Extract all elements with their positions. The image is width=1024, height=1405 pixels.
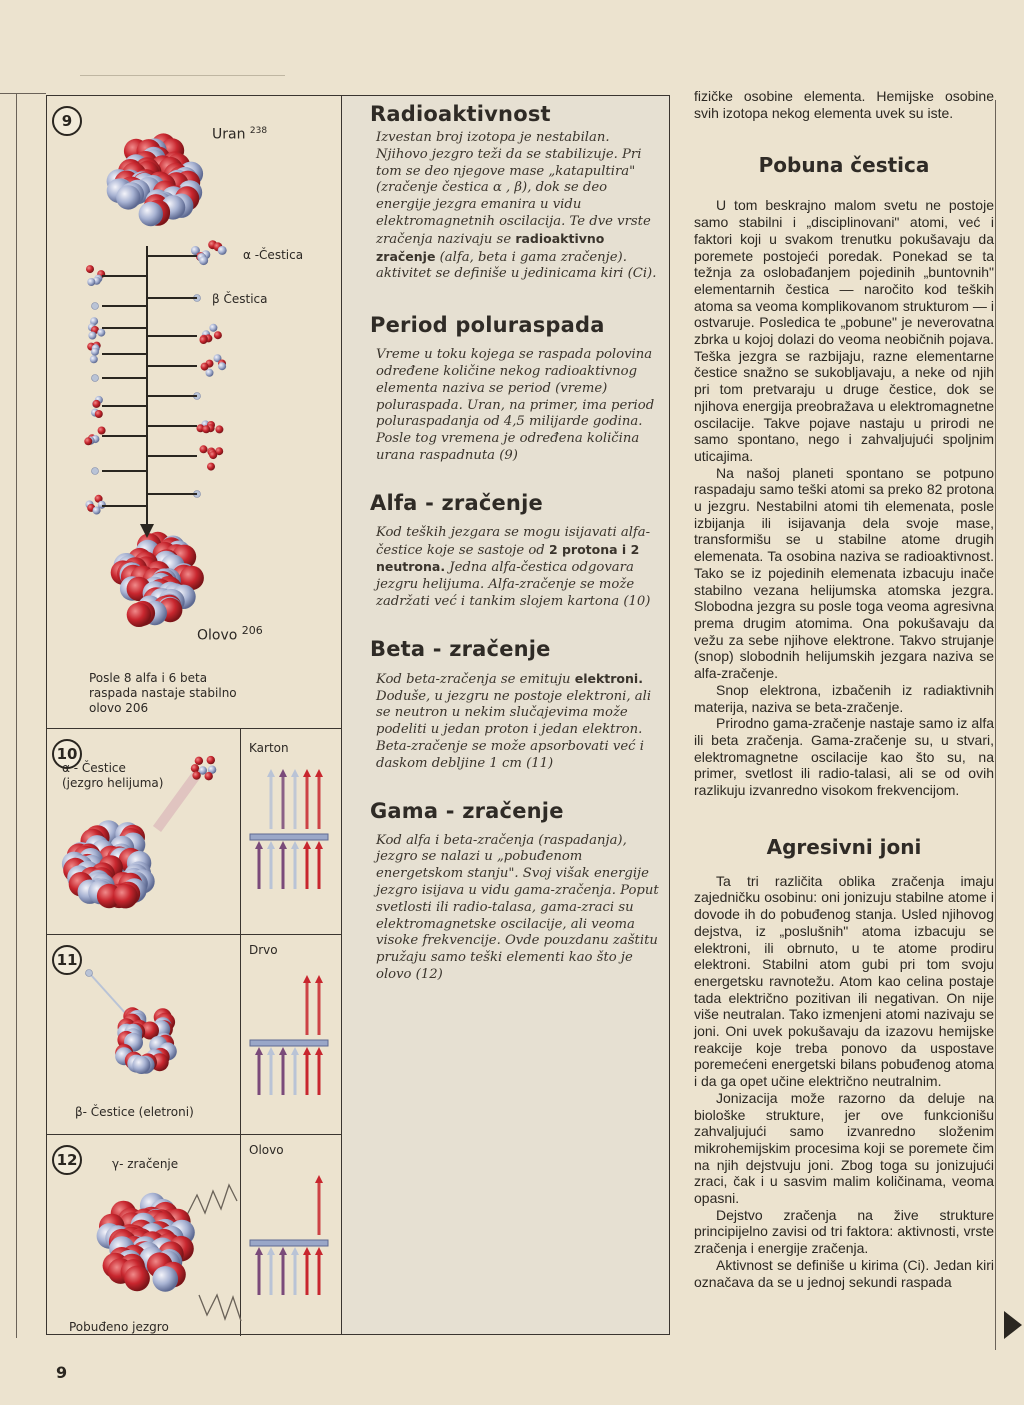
- karton-shield-diagram: [250, 769, 328, 889]
- paragraph: Aktivnost se definiše u kirima (Ci). Jedan kiri označava da se u jednoj sekundi raspada: [694, 1256, 994, 1290]
- paragraph: Ta tri različita oblika zračenja imaju zajedničku osobinu: oni jonizuju stabilne atome i dovode ih do pobuđenog stanja. Usled njihovog dejstva, iz „poslušnih" atoma izbacuju se elektroni, ili obrnuto, u te atome prodiru elektroni. Stabilni atom gubi pri tom svoju energetsku ravnotežu. Atom kao celina postaje tada električno pozitivan ili negativan. On nije više neutralan. Tako izmenjeni atomi nazivaju se joni. Oni uvek pokušavaju da izazovu hemijske reakcije koje treba ponovo da uspostave poremećeni energetski bilans pobuđenog atoma i da ga opet učine električno neutralnim.: [694, 872, 994, 1090]
- article-column: [694, 88, 994, 1290]
- heading-gama-zracenje: Gama - zračenje: [370, 798, 564, 823]
- shield-label-drvo: Drvo: [249, 943, 278, 957]
- neutron: [97, 329, 105, 337]
- figure-number-12: 12: [52, 1145, 82, 1175]
- arrow-head-icon: [315, 975, 323, 983]
- proton: [93, 400, 101, 408]
- page-number: 9: [56, 1363, 68, 1382]
- excited-nucleus-label: Pobuđeno jezgro: [69, 1320, 169, 1334]
- neutron: [90, 355, 98, 363]
- figure-11-beta-radiation: [47, 935, 341, 1135]
- arrow-head-icon: [291, 841, 299, 849]
- arrow-head-icon: [303, 1247, 311, 1255]
- shield-label-karton: Karton: [249, 741, 289, 755]
- proton: [205, 772, 213, 780]
- arrow-head-icon: [315, 1247, 323, 1255]
- neutron: [88, 332, 96, 340]
- arrow-head-icon: [255, 1247, 263, 1255]
- alpha-particle-label: α -Čestica: [243, 248, 304, 262]
- neutron: [206, 369, 214, 377]
- alpha-particle: [87, 342, 101, 364]
- arrow-head-icon: [255, 1047, 263, 1055]
- alpha-emission-illustration: [47, 729, 341, 935]
- arrow-head-icon: [279, 1247, 287, 1255]
- continue-arrow-icon: [1004, 1311, 1022, 1339]
- neutron: [93, 507, 101, 515]
- decay-chain-lines: [102, 246, 197, 524]
- heading-beta-zracenje: Beta - zračenje: [370, 636, 551, 661]
- proton: [113, 884, 137, 908]
- alpha-particles-label: α - Čestice (jezgro helijuma): [62, 761, 164, 790]
- uranium-nucleus: [107, 133, 203, 226]
- alpha-particle: [91, 396, 103, 418]
- arrow-head-icon: [315, 1047, 323, 1055]
- neutron: [218, 362, 226, 370]
- text-alfa-zracenje: Kod teških jezgara se mogu isijavati alfa-čestice koje se sastoje od 2 protona i 2 neutrona. Jedna alfa-čestica odgovara jezgru helijuma. Alfa-zračenje se može zadržati već i tankim slojem kartona (10): [376, 524, 651, 609]
- lead-nucleus: [111, 532, 204, 627]
- proton: [215, 425, 223, 433]
- proton: [124, 1266, 150, 1292]
- proton: [192, 771, 200, 779]
- proton: [86, 265, 94, 273]
- intro-paragraph: fizičke osobine elementa. Hemijske osobine svih izotopa nekog elementa uvek su iste.: [694, 88, 994, 121]
- proton: [214, 331, 222, 339]
- arrow-head-icon: [291, 1247, 299, 1255]
- drvo-shield-diagram: [250, 975, 328, 1095]
- neutron: [139, 202, 163, 226]
- excited-nucleus: [97, 1193, 195, 1292]
- proton: [209, 451, 217, 459]
- top-margin-rule: [0, 93, 46, 94]
- neutron: [209, 324, 217, 332]
- proton: [127, 603, 151, 627]
- arrow-head-icon: [255, 841, 263, 849]
- arrow-head-icon: [303, 975, 311, 983]
- heading-agresivni-joni: Agresivni joni: [766, 834, 922, 859]
- arrow-head-icon: [267, 1247, 275, 1255]
- decay-chain-illustration: [47, 96, 341, 729]
- beta-particle-label: β Čestica: [212, 292, 268, 306]
- proton: [202, 425, 210, 433]
- parent-nucleus: [115, 1007, 177, 1074]
- nucleus-clusters: [84, 133, 226, 627]
- shield-layer: [250, 1240, 328, 1246]
- text-gama-zracenje: Kod alfa i beta-zračenja (raspadanja), jezgro se nalazi u „pobuđenom energetskom stanju". Svoj višak energije jezgro isijava u vidu gama-zračenja. Poput svetlosti ili radio-talasa, gama-zraci su elektromagnetske oscilacije, ali veoma visoke frekvencije. Ovde pouzdanu zaštitu pružaju samo teški elementi kao što je olovo (12): [376, 832, 659, 982]
- arrow-head-icon: [303, 1047, 311, 1055]
- proton: [95, 410, 103, 418]
- paragraph: Prirodno gama-zračenje nastaje samo iz alfa ili beta zračenja. Gama-zračenje su, u stvari, elektromagnetne oscilacije kao što su, na primer, svetlost ili radio-talasi, ali se od ovih razlikuju izvanredno visokom frekvencijom.: [694, 715, 994, 799]
- neutron: [91, 348, 99, 356]
- shield-layer: [250, 834, 328, 840]
- arrow-head-icon: [279, 1047, 287, 1055]
- neutron: [132, 1056, 150, 1074]
- arrow-head-icon: [291, 1047, 299, 1055]
- figure-number-9: 9: [52, 106, 82, 136]
- heading-pobuna-cestica: Pobuna čestica: [758, 153, 930, 178]
- olovo-label: Olovo $^{206}$: [197, 624, 263, 644]
- arrow-head-icon: [267, 769, 275, 777]
- beta-trail: [91, 975, 127, 1015]
- paragraph: Snop elektrona, izbačenih iz radiaktivnih materija, naziva se beta-zračenje.: [694, 681, 994, 715]
- electron: [92, 303, 99, 310]
- arrow-head-icon: [267, 841, 275, 849]
- neutron: [153, 1266, 179, 1292]
- gamma-emission-illustration: [47, 1135, 341, 1336]
- gamma-radiation-label: γ- zračenje: [112, 1157, 179, 1171]
- proton: [98, 427, 106, 435]
- electron: [92, 375, 99, 382]
- olovo-shield-diagram: [250, 1175, 328, 1295]
- proton: [191, 764, 199, 772]
- uran-label: Uran $^{238}$: [212, 126, 268, 143]
- gamma-wave-lower: [199, 1295, 241, 1321]
- shield-label-olovo: Olovo: [249, 1143, 284, 1157]
- alpha-particle: [201, 354, 227, 377]
- beta-particles-label: β- Čestice (eletroni): [75, 1105, 194, 1119]
- arrow-head-icon: [315, 1175, 323, 1183]
- gamma-wave-upper: [187, 1185, 237, 1215]
- heading-period-poluraspada: Period poluraspada: [370, 313, 605, 338]
- heading-alfa-zracenje: Alfa - zračenje: [370, 490, 543, 515]
- figure-9-caption: Posle 8 alfa i 6 beta raspada nastaje stabilno olovo 206: [89, 671, 237, 715]
- alpha-particle: [191, 756, 217, 781]
- arrow-head-icon: [267, 1047, 275, 1055]
- proton: [84, 437, 92, 445]
- alpha-particle: [191, 240, 227, 265]
- paragraph: U tom beskrajno malom svetu ne postoje samo stabilni i „disciplinovani" atomi, već i faktori koji u svakom trenutku pokušavaju da poremete postojeći poredak. Ponekad se ta težnja za oslobađanjem pojedinih „buntovnih" elementarnih čestica — naročito kod teških atoma sa veoma komplikovanom strukturom — i ostvaruje. Posledica te „pobune" je neverovatna zbrka u kojoj dolazi do veoma neobičnih pojava. Teška jezgra se razbijaju, razne elementarne čestice snažno se sukobljavaju, a neke od njih pri tom pretvaraju u druge čestice, dok se njihova energija preobražava u elektromagnetne oscilacije. Takve pojave nastaju u prirodi ne samo spontano, nego i zahvaljujući spoljnim uticajima.: [694, 197, 994, 464]
- arrow-head-icon: [279, 841, 287, 849]
- proton: [207, 756, 215, 764]
- definitions-column: [342, 95, 670, 1335]
- arrow-head-icon: [315, 841, 323, 849]
- proton: [200, 336, 208, 344]
- arrow-head-icon: [303, 769, 311, 777]
- alpha-particle: [200, 324, 222, 344]
- heading-radioaktivnost: Radioaktivnost: [370, 102, 551, 126]
- paragraph: Jonizacija može razorno da deluje na biološke strukture, jer ove funkcionišu zahvaljujući samo izvanredno složenim mikrohemijskim procesima koji se poremete čim na njih dejstvuju joni. Zbog toga su jonizujući zraci, čak i u sasvim malim količinama, veoma opasni.: [694, 1089, 994, 1207]
- figure-panel: [46, 95, 342, 1335]
- text-period-poluraspada: Vreme u toku kojega se raspada polovina određene količine nekog radioaktivnog elementa naziva se period (vreme) poluraspada. Uran, na primer, ima period poluraspadanja od 4,5 milijarde godina. Posle tog vremena je određena količina urana raspadnuta (9): [376, 347, 655, 463]
- text-beta-zracenje: Kod beta-zračenja se emituju elektroni. Doduše, u jezgru ne postoje elektroni, ali se neutron u nekim slučajevima može podeliti u jedan proton i jedan elektron. Beta-zračenje se može apsorbovati već i daskom debljine 1 cm (11): [376, 670, 652, 771]
- paragraph: Dejstvo zračenja na žive strukture principijelno zavisi od tri faktora: aktivnosti, vrste zračenja i energije zračenja.: [694, 1206, 994, 1257]
- shield-layer: [250, 1040, 328, 1046]
- neutron: [218, 246, 227, 255]
- neutron: [116, 185, 140, 209]
- right-margin-rule: [995, 100, 996, 1350]
- proton: [195, 757, 203, 765]
- arrow-head-icon: [279, 769, 287, 777]
- left-margin-rule: [16, 93, 17, 1338]
- top-faint-rule: [80, 75, 285, 76]
- alpha-particle: [197, 420, 224, 433]
- alpha-particle: [200, 445, 224, 470]
- neutron: [87, 278, 95, 286]
- arrow-head-icon: [315, 769, 323, 777]
- alpha-particle: [86, 495, 106, 515]
- arrow-head-icon: [291, 769, 299, 777]
- figure-12-gamma-radiation: [47, 1135, 341, 1336]
- proton: [207, 463, 215, 471]
- neutron: [199, 256, 208, 265]
- electron: [92, 468, 99, 475]
- figure-10-alpha-radiation: [47, 729, 341, 935]
- text-radioaktivnost: Izvestan broj izotopa je nestabilan. Njihovo jezgro teži da se stabilizuje. Pri tom se deo njegove mase „katapultira" (zračenje čestica α , β), dok se deo energije jezgra emanira u vidu elektromagnetnih oscilacija. Te dve vrste zračenja nazivaju se radioaktivno zračenje (alfa, beta i gama zračenje). aktivitet se definiše u jedinicama kiri (Ci).: [376, 130, 657, 282]
- arrow-head-icon: [303, 841, 311, 849]
- figure-9-uranium-decay: [47, 96, 341, 729]
- paragraph: Na našoj planeti spontano se potpuno raspadaju samo teški atomi sa preko 82 protona u jezgru. Nestabilni atomi tih elemenata, posle izbijanja ili isijavanja dela svoje mase, transformišu se u stabilne atome drugih elemenata. Ta osobina naziva se radioaktivnost. Tako se iz pojedinih elemenata izbacuju inače stabilno vezana helijumska atomska jezgra. Slobodna jezgra su posle toga veoma agresivna prema drugim atomima. Ona pokušavaju da vežu za sebe njihove elektrone. Takvo strujanje (snop) slobodnih helijumskih jezgara naziva se alfa-zračenje.: [694, 464, 994, 682]
- figure-number-10: 10: [52, 739, 82, 769]
- figure-number-11: 11: [52, 945, 82, 975]
- nucleus-clusters: [97, 1193, 195, 1292]
- parent-nucleus: [62, 820, 155, 908]
- beta-electron: [86, 970, 93, 977]
- proton: [200, 445, 208, 453]
